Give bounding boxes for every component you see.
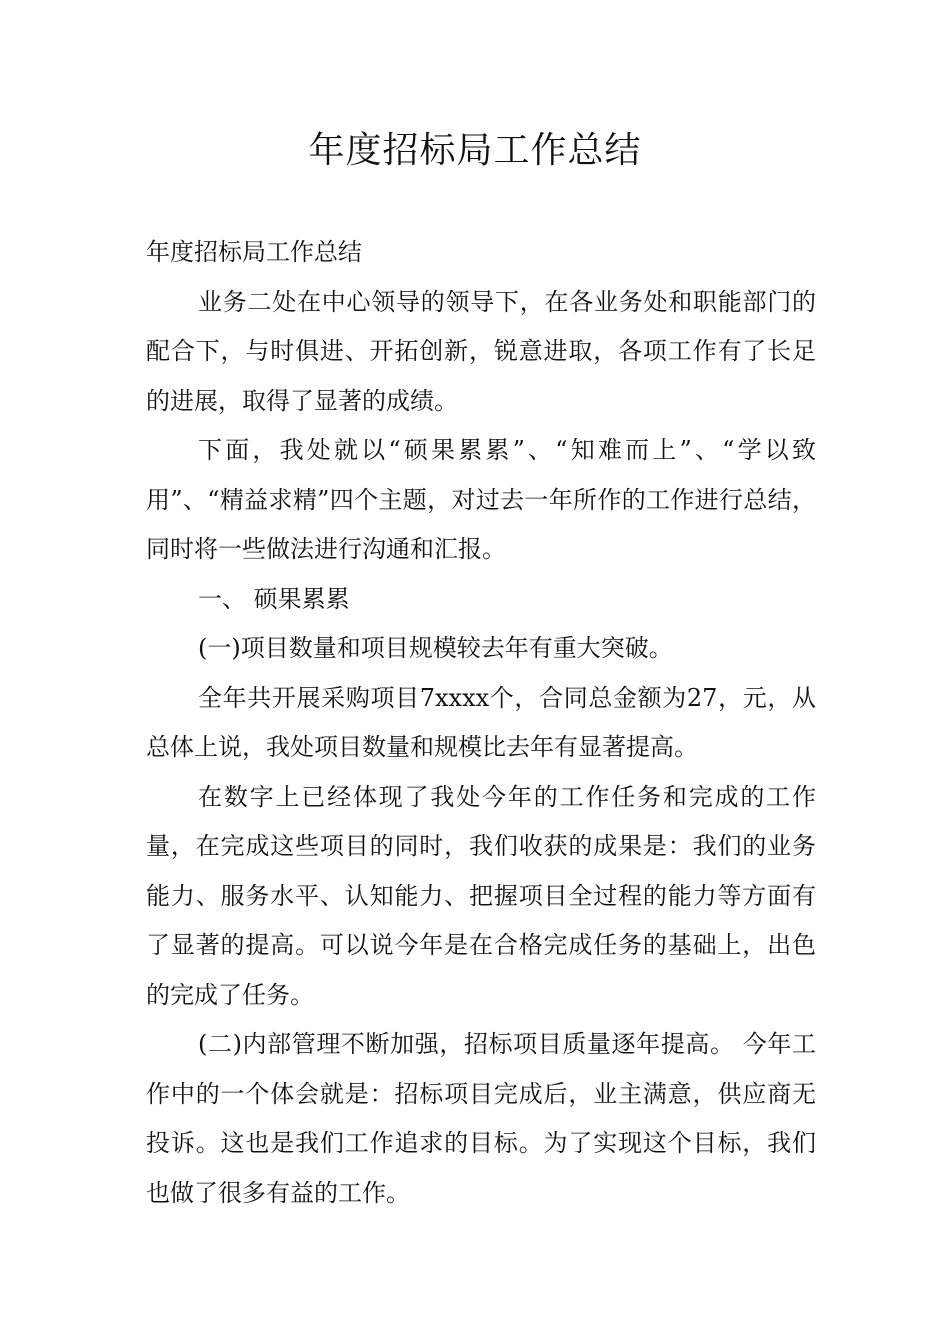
section-heading: 一、 硕果累累: [198, 584, 350, 613]
paragraph: (二)内部管理不断加强，招标项目质量逐年提高。 今年工作中的一个体会就是：招标项目完成后，业主满意，供应商无投诉。这也是我们工作追求的目标。为了实现这个目标，我们也做了很多有益的工作。: [146, 1030, 816, 1207]
document-title: 年度招标局工作总结: [308, 130, 642, 171]
paragraph-subtitle: 年度招标局工作总结: [146, 238, 362, 266]
paragraph: 全年共开展采购项目7xxxx个，合同总金额为27，元，从总体上说，我处项目数量和规模比去年有显著提高。: [146, 683, 816, 761]
paragraph: 下面，我处就以“硕果累累”、“知难而上”、“学以致用”、“精益求精”四个主题，对过去一年所作的工作进行总结，同时将一些做法进行沟通和汇报。: [146, 436, 816, 563]
document-body: [146, 228, 816, 1218]
paragraph: 业务二处在中心领导的领导下，在各业务处和职能部门的配合下，与时俱进、开拓创新，锐意进取，各项工作有了长足的进展，取得了显著的成绩。: [146, 287, 816, 415]
paragraph: 在数字上已经体现了我处今年的工作任务和完成的工作量，在完成这些项目的同时，我们收获的成果是：我们的业务能力、服务水平、认知能力、把握项目全过程的能力等方面有了显著的提高。可以说今年是在合格完成任务的基础上，出色的完成了任务。: [146, 782, 816, 1009]
subsection-heading: (一)项目数量和项目规模较去年有重大突破。: [198, 634, 673, 662]
